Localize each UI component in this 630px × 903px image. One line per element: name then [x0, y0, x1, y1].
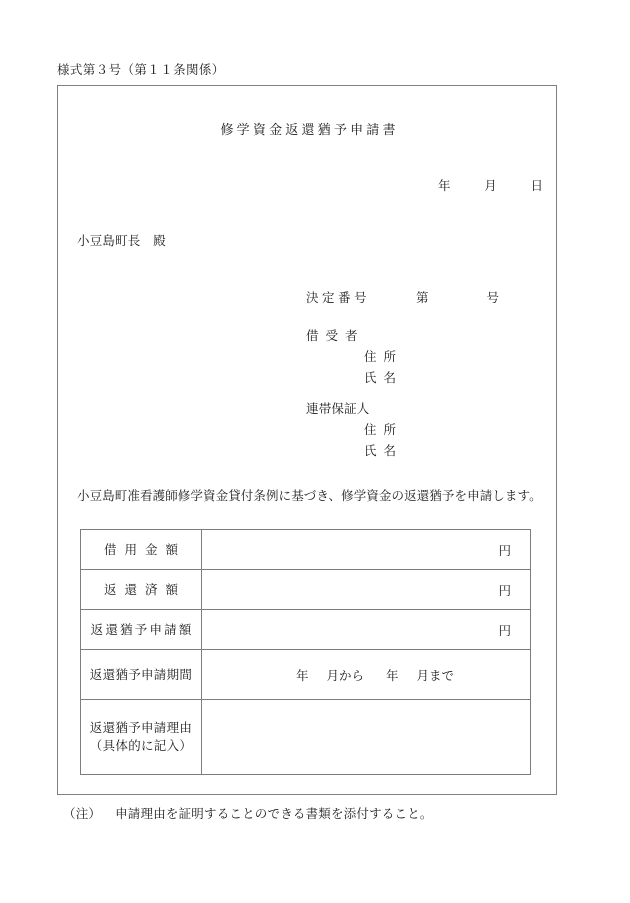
application-table: [80, 529, 531, 775]
date-day-label: 日: [530, 179, 543, 193]
row-label-deferment-reason: [81, 700, 202, 775]
footnote: [63, 804, 433, 822]
table-row: [81, 570, 531, 610]
form-number: 様式第３号（第１１条関係）: [57, 63, 225, 77]
decision-number-prefix: 第: [416, 291, 429, 305]
period-from-month: 月から: [326, 668, 364, 683]
table-row: [81, 610, 531, 650]
period-from-year: 年: [295, 668, 309, 683]
date-line: [438, 176, 543, 194]
guarantor-name-label: 氏名: [364, 444, 404, 458]
row-value-repaid-amount[interactable]: [202, 570, 531, 610]
currency-unit: 円: [498, 583, 511, 598]
date-month-label: 月: [484, 179, 497, 193]
row-label-loan-amount: [81, 530, 202, 570]
footnote-marker: （注）: [63, 807, 102, 821]
currency-unit: 円: [498, 543, 511, 558]
borrower-name-label: 氏名: [364, 371, 404, 385]
row-label-repaid-amount: [81, 570, 202, 610]
borrower-address-label: 住所: [364, 350, 404, 364]
row-value-deferment-reason[interactable]: [202, 700, 531, 775]
row-label-text: 借用金額: [103, 542, 186, 557]
table-row: [81, 650, 531, 700]
table-row: [81, 700, 531, 775]
row-label-text: 返還猶予申請期間: [89, 667, 193, 682]
row-value-loan-amount[interactable]: [202, 530, 531, 570]
row-label-text: 返還猶予申請額: [90, 622, 194, 637]
row-label-text: 返還済額: [103, 582, 186, 597]
guarantor-block: [306, 399, 403, 462]
currency-unit: 円: [498, 623, 511, 638]
addressee: 小豆島町長 殿: [77, 234, 166, 248]
date-year-label: 年: [438, 179, 451, 193]
table-row: [81, 530, 531, 570]
decision-number-suffix: 号: [486, 291, 500, 305]
application-statement: 小豆島町准看護師修学資金貸付条例に基づき、修学資金の返還猶予を申請します。: [77, 489, 542, 503]
row-label-text: 返還猶予申請理由: [89, 721, 193, 735]
row-label-subtext: （具体的に記入）: [89, 739, 193, 753]
period-to-year: 年: [386, 668, 399, 683]
decision-number-label: 決定番号: [306, 291, 371, 305]
form-frame: [57, 85, 557, 795]
row-value-deferment-amount[interactable]: [202, 610, 531, 650]
page-title: 修学資金返還猶予申請書: [220, 122, 399, 137]
guarantor-title: 連帯保証人: [306, 402, 370, 416]
borrower-title: 借受者: [306, 329, 365, 343]
borrower-block: [306, 326, 403, 389]
decision-number-row: [306, 288, 499, 306]
footnote-text: 申請理由を証明することのできる書類を添付すること。: [115, 807, 433, 821]
guarantor-address-label: 住所: [364, 423, 404, 437]
row-label-deferment-amount: [81, 610, 202, 650]
period-fields: [202, 666, 530, 684]
period-to-month: 月まで: [416, 668, 455, 683]
row-label-deferment-period: [81, 650, 202, 700]
row-value-deferment-period[interactable]: [202, 650, 531, 700]
